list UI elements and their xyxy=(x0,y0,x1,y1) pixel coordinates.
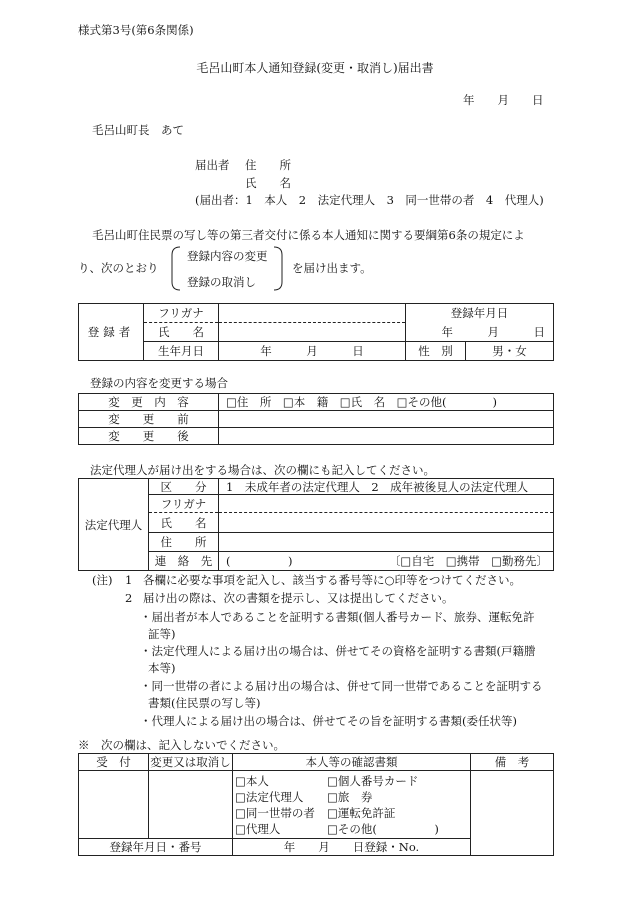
notes-label: (注) xyxy=(92,573,113,587)
change-before-label: 変 更 前 xyxy=(79,411,219,428)
intro-line-2-suffix: を届け出ます。 xyxy=(292,261,372,275)
change-table xyxy=(78,393,554,445)
registration-date-value: 年 月 日 xyxy=(406,323,554,342)
addressee: 毛呂山町長 あて xyxy=(92,123,184,137)
legal-rep-name-cell xyxy=(219,513,554,533)
change-content-options: □住 所 □本 籍 □氏 名 □その他( ) xyxy=(219,394,554,411)
reg-number-value: 年 月 日登録・No. xyxy=(233,839,471,856)
remarks-label: 備 考 xyxy=(471,754,554,771)
legal-rep-furigana-label: フリガナ xyxy=(149,495,219,513)
bracket-right xyxy=(274,247,282,290)
registration-date-label: 登録年月日 xyxy=(406,304,554,323)
note-1-text: 各欄に必要な事項を記入し、該当する番号等に○印等をつけてください。 xyxy=(143,573,522,587)
bracket-left xyxy=(172,247,180,290)
registrant-table xyxy=(78,303,554,361)
document-4-line-1: ・代理人による届け出の場合は、併せてその旨を証明する書類(委任状等) xyxy=(140,714,517,728)
legal-rep-category-label: 区 分 xyxy=(149,479,219,495)
document-3-line-1: ・同一世帯の者による届け出の場合は、併せて同一世帯であることを証明する xyxy=(140,679,543,693)
document-3-line-2: 書類(住民票の写し等) xyxy=(148,696,261,710)
intro-line-2-prefix: り、次のとおり xyxy=(78,261,159,275)
applicant-type-note: (届出者：1 本人 2 法定代理人 3 同一世帯の者 4 代理人) xyxy=(195,193,544,207)
legal-rep-address-cell xyxy=(219,533,554,552)
id-doc-option: □旅 券 xyxy=(327,790,373,804)
document-2-line-2: 本等) xyxy=(148,661,176,675)
id-doc-option: □本人 xyxy=(235,774,269,788)
id-doc-option: □同一世帯の者 xyxy=(235,806,315,820)
change-after-cell xyxy=(219,428,554,445)
note-2-number: 2 xyxy=(125,591,133,605)
legal-rep-category-value: 1 未成年者の法定代理人 2 成年被後見人の法定代理人 xyxy=(219,479,554,495)
id-docs-left-list xyxy=(233,771,327,837)
office-use-table xyxy=(78,753,554,856)
option-cancel-registration: 登録の取消し xyxy=(187,275,256,289)
submission-date: 年 月 日 xyxy=(463,93,544,107)
applicant-name-label: 氏 名 xyxy=(245,176,291,190)
id-doc-option: □代理人 xyxy=(235,822,281,836)
legal-rep-name-label: 氏 名 xyxy=(149,513,219,533)
id-doc-option: □法定代理人 xyxy=(235,790,304,804)
intro-line-1: 毛呂山町住民票の写し等の第三者交付に係る本人通知に関する要綱第6条の規定によ xyxy=(92,228,525,242)
registrant-birth-value: 年 月 日 xyxy=(219,342,406,361)
registrant-header: 登録者 xyxy=(79,304,144,361)
remarks-cell xyxy=(471,771,554,856)
legal-rep-address-label: 住 所 xyxy=(149,533,219,552)
id-docs-cell xyxy=(233,771,471,839)
registrant-birth-label: 生年月日 xyxy=(144,342,219,361)
office-instruction: ※ 次の欄は、記入しないでください。 xyxy=(78,738,285,752)
registrant-furigana-cell xyxy=(219,304,406,323)
id-docs-label: 本人等の確認書類 xyxy=(233,754,471,771)
change-after-label: 変 更 後 xyxy=(79,428,219,445)
note-2-text: 届け出の際は、次の書類を提示し、又は提出してください。 xyxy=(143,591,454,605)
registrant-sex-label: 性 別 xyxy=(406,342,466,361)
id-docs-right-list xyxy=(327,771,439,837)
reg-number-label: 登録年月日・番号 xyxy=(79,839,233,856)
change-content-label: 変 更 内 容 xyxy=(79,394,219,411)
form-number: 様式第3号(第6条関係) xyxy=(78,23,194,37)
registrant-name-label: 氏 名 xyxy=(144,323,219,342)
id-doc-option: □運転免許証 xyxy=(327,806,396,820)
legal-rep-header: 法定代理人 xyxy=(79,479,149,571)
legal-rep-table xyxy=(78,478,554,571)
option-change-registration: 登録内容の変更 xyxy=(187,249,268,263)
registrant-furigana-label: フリガナ xyxy=(144,304,219,323)
id-doc-option: □その他( ) xyxy=(327,822,439,836)
applicant-address-label: 住 所 xyxy=(245,158,291,172)
reception-cell xyxy=(79,771,149,839)
change-before-cell xyxy=(219,411,554,428)
legal-rep-contact-label: 連 絡 先 xyxy=(149,552,219,571)
legal-rep-contact-cell xyxy=(219,552,554,571)
change-section-heading: 登録の内容を変更する場合 xyxy=(90,376,228,390)
applicant-label: 届出者 xyxy=(195,158,230,172)
change-cancel-label: 変更又は取消し xyxy=(150,755,231,769)
document-2-line-1: ・法定代理人による届け出の場合は、併せてその資格を証明する書類(戸籍謄 xyxy=(140,644,536,658)
id-doc-option: □個人番号カード xyxy=(327,774,419,788)
legal-rep-furigana-cell xyxy=(219,495,554,513)
page-title: 毛呂山町本人通知登録(変更・取消し)届出書 xyxy=(196,61,434,75)
document-1-line-2: 証等) xyxy=(148,627,176,641)
document-1-line-1: ・届出者が本人であることを証明する書類(個人番号カード、旅券、運転免許 xyxy=(140,610,535,624)
legal-rep-contact-options: 〔□自宅 □携帯 □勤務先〕 xyxy=(388,554,548,568)
note-1-number: 1 xyxy=(125,573,133,587)
registrant-name-cell xyxy=(219,323,406,342)
registrant-sex-value: 男・女 xyxy=(466,342,554,361)
change-cancel-cell xyxy=(149,771,233,839)
legal-rep-heading: 法定代理人が届け出をする場合は、次の欄にも記入してください。 xyxy=(90,463,435,477)
legal-rep-contact-number: ( ) xyxy=(226,554,293,568)
reception-label: 受 付 xyxy=(79,754,149,771)
